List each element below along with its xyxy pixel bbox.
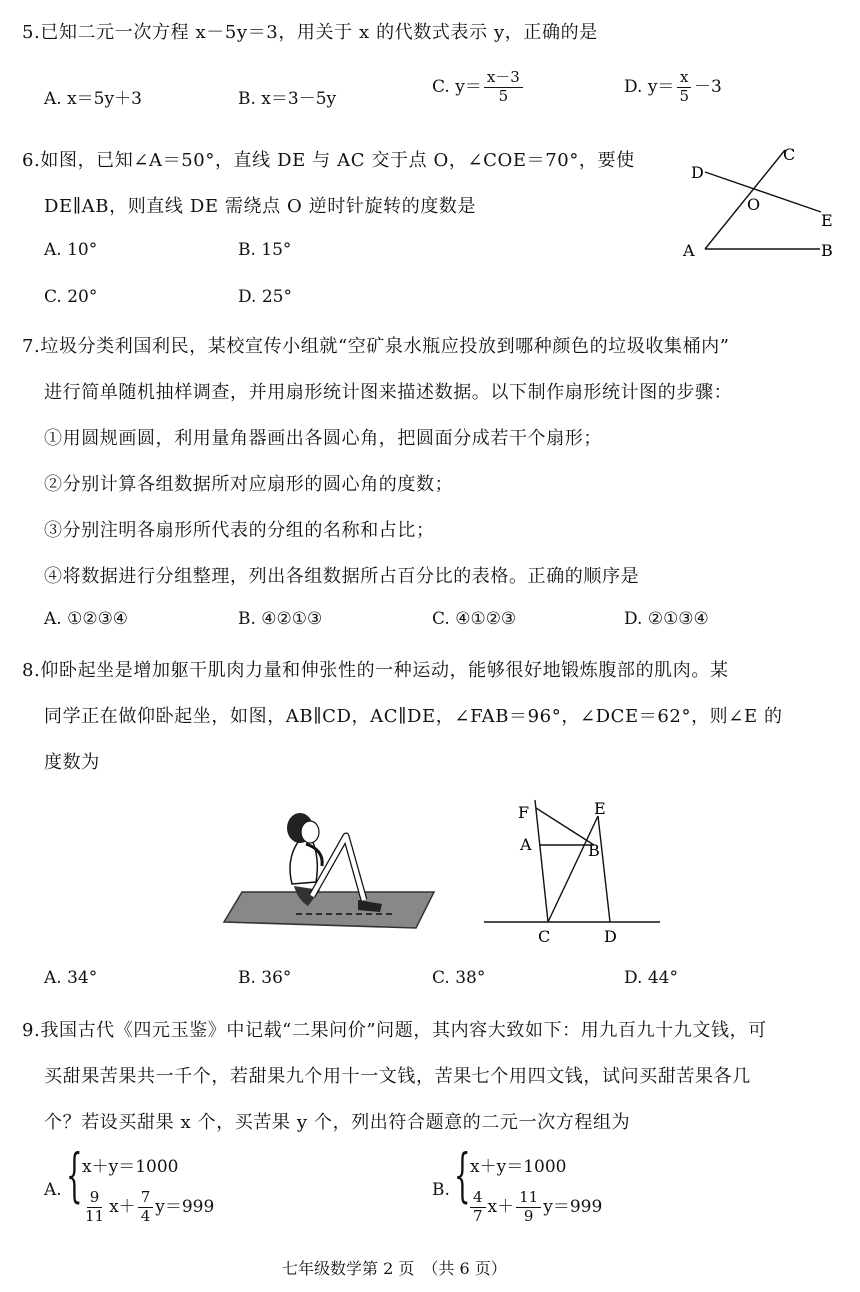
face (301, 821, 319, 843)
q9-option-b-label: B. (432, 1180, 450, 1200)
label-a: A (683, 241, 695, 260)
q8-line2: 同学正在做仰卧起坐，如图，AB∥CD，AC∥DE，∠FAB＝96°，∠DCE＝62°，则∠E 的 (44, 706, 783, 727)
q9-option-b-eq1: x＋y＝1000 (470, 1157, 567, 1177)
q9-option-a-label: A. (44, 1180, 62, 1200)
q5-option-d-suffix: －3 (693, 76, 722, 97)
q8-option-d: D. 44° (624, 968, 678, 988)
q5-option-b: B. x＝3－5y (238, 89, 337, 109)
q7-line1: 7.垃圾分类利国利民，某校宣传小组就“空矿泉水瓶应投放到哪种颜色的垃圾收集桶内” (22, 336, 730, 357)
fraction-numerator: 9 (87, 1190, 103, 1208)
fraction-numerator: x－3 (484, 70, 523, 88)
fraction-numerator: 7 (138, 1190, 154, 1208)
situp-illustration (212, 800, 438, 938)
fraction-denominator: 5 (498, 86, 509, 105)
q7-option-c: C. ④①②③ (432, 609, 517, 629)
q9-option-a-brace: { (66, 1141, 83, 1209)
q7-step4: ④将数据进行分组整理，列出各组数据所占百分比的表格。正确的顺序是 (44, 566, 640, 587)
q9-option-a-eq2 (80, 1190, 214, 1225)
q7-line2: 进行简单随机抽样调查，并用扇形统计图来描述数据。以下制作扇形统计图的步骤： (44, 382, 733, 403)
q7-step1: ①用圆规画圆，利用量角器画出各圆心角，把圆面分成若干个扇形； (44, 428, 602, 449)
label-e: E (594, 799, 606, 818)
label-b: B (821, 241, 833, 260)
eq-tail: y＝999 (155, 1196, 215, 1217)
label-o: O (747, 195, 761, 214)
q9-option-b-brace: { (454, 1141, 471, 1209)
label-d: D (691, 163, 704, 182)
exercise-mat (224, 892, 434, 928)
q6-option-b: B. 15° (238, 240, 292, 260)
fraction-numerator: x (677, 70, 691, 88)
fraction-denominator: 11 (85, 1206, 105, 1225)
q6-line1: 6.如图，已知∠A＝50°，直线 DE 与 AC 交于点 O，∠COE＝70°，要使 (22, 150, 635, 171)
q6-option-d: D. 25° (238, 287, 292, 307)
label-f: F (518, 803, 530, 822)
q5-option-a: A. x＝5y＋3 (44, 89, 142, 109)
q6-figure (675, 138, 845, 268)
q5-stem: 5.已知二元一次方程 x－5y＝3，用关于 x 的代数式表示 y，正确的是 (22, 22, 598, 43)
q5-option-d (624, 70, 722, 105)
label-c: C (538, 927, 551, 946)
eq-middle: x＋ (109, 1196, 136, 1217)
q8-line1: 8.仰卧起坐是增加躯干肌肉力量和伸张性的一种运动，能够很好地锻炼腹部的肌肉。某 (22, 660, 729, 681)
q5-option-c-fraction (484, 70, 523, 105)
q7-option-a: A. ①②③④ (44, 609, 129, 629)
label-c: C (783, 145, 796, 164)
q7-option-d: D. ②①③④ (624, 609, 709, 629)
q5-option-c-prefix: C. y＝ (432, 76, 482, 97)
eq-middle: x＋ (487, 1196, 515, 1217)
line-ac (705, 150, 785, 249)
label-e: E (821, 211, 833, 230)
line-fc (535, 800, 548, 922)
q8-option-b: B. 36° (238, 968, 292, 988)
q9-line3: 个？若设买甜果 x 个，买苦果 y 个，列出符合题意的二元一次方程组为 (44, 1112, 631, 1133)
q8-figure (480, 792, 665, 952)
line-fb (536, 808, 594, 845)
q7-step3: ③分别注明各扇形所代表的分组的名称和占比； (44, 520, 435, 541)
q7-option-b: B. ④②①③ (238, 609, 323, 629)
page-footer: 七年级数学第 2 页 （共 6 页） (282, 1259, 507, 1278)
fraction-numerator: 11 (516, 1190, 541, 1208)
q8-option-c: C. 38° (432, 968, 486, 988)
label-b: B (588, 841, 600, 860)
q6-option-a: A. 10° (44, 240, 98, 260)
q9-line2: 买甜果苦果共一千个，若甜果九个用十一文钱，苦果七个用四文钱，试问买甜苦果各几 (44, 1066, 751, 1087)
q5-option-d-prefix: D. y＝ (624, 76, 675, 97)
label-d: D (604, 927, 617, 946)
q6-line2: DE∥AB，则直线 DE 需绕点 O 逆时针旋转的度数是 (44, 196, 477, 217)
fraction-denominator: 9 (523, 1206, 534, 1225)
q9-line1: 9.我国古代《四元玉鉴》中记载“二果问价”问题，其内容大致如下：用九百九十九文钱，可 (22, 1020, 767, 1041)
q6-option-c: C. 20° (44, 287, 98, 307)
line-ed (598, 816, 610, 922)
fraction-numerator: 4 (470, 1190, 486, 1208)
fraction-denominator: 7 (473, 1206, 483, 1225)
fraction-denominator: 5 (679, 86, 689, 105)
q7-step2: ②分别计算各组数据所对应扇形的圆心角的度数； (44, 474, 454, 495)
q5-option-c (432, 70, 525, 105)
eq-tail: y＝999 (543, 1196, 603, 1217)
fraction-denominator: 4 (140, 1206, 151, 1225)
q5-option-d-fraction (676, 70, 692, 105)
q8-line3: 度数为 (44, 752, 100, 773)
q9-option-a-eq1: x＋y＝1000 (82, 1157, 179, 1177)
q8-option-a: A. 34° (44, 968, 98, 988)
label-a: A (520, 835, 532, 854)
legs-fill (312, 836, 364, 900)
q9-option-b-eq2 (468, 1190, 602, 1225)
